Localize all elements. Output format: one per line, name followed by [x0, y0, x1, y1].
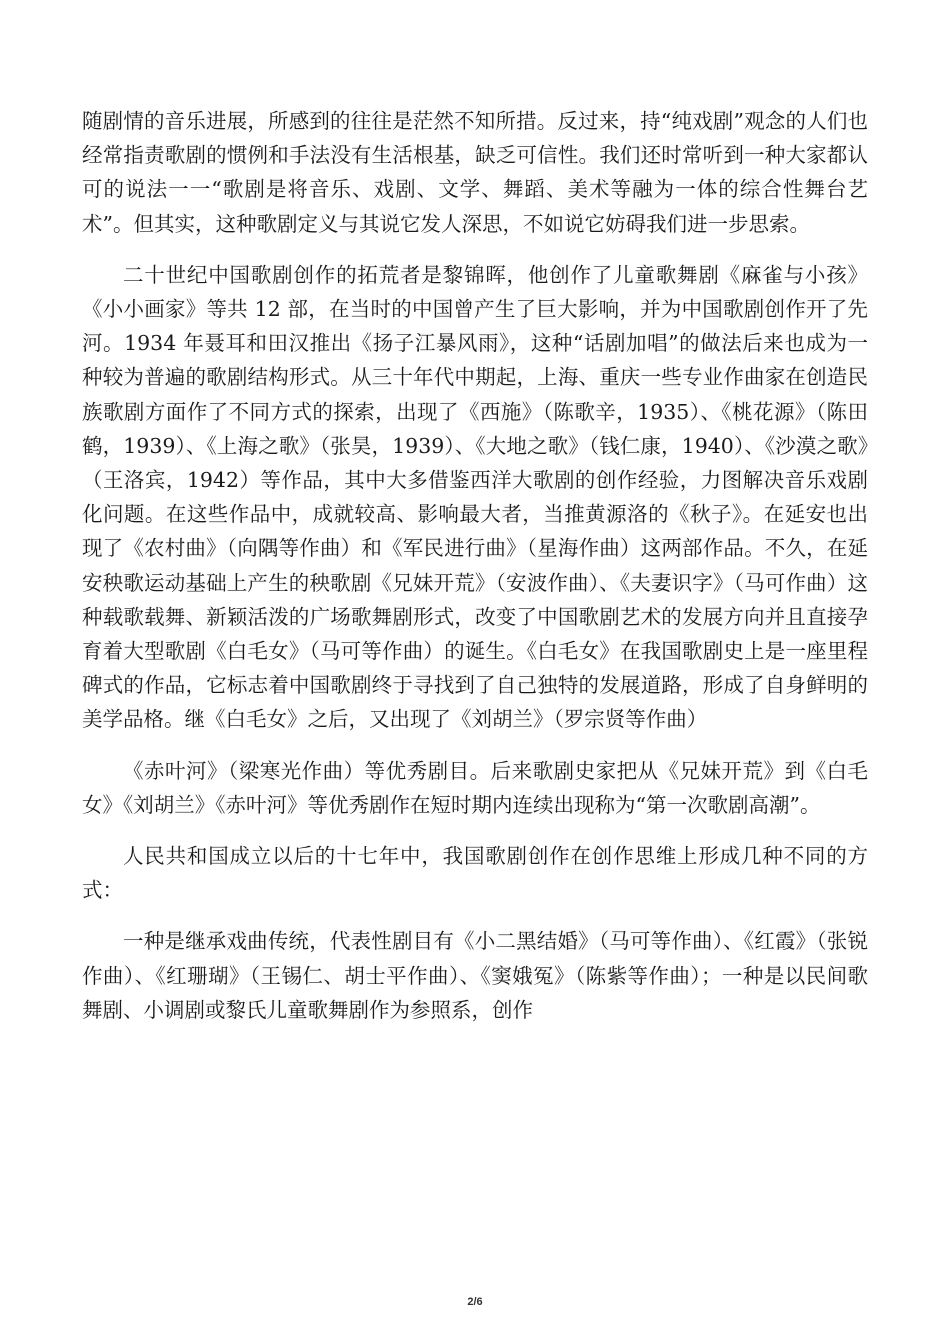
page-number: 2/6	[467, 1296, 483, 1308]
paragraph-3: 《赤叶河》（梁寒光作曲）等优秀剧目。后来歌剧史家把从《兄妹开荒》到《白毛女》《刘胡兰》《赤叶河》等优秀剧作在短时期内连续出现称为“第一次歌剧高潮”。	[82, 758, 868, 817]
paragraph-2: 二十世纪中国歌剧创作的拓荒者是黎锦晖，他创作了儿童歌舞剧《麻雀与小孩》《小小画家》等共 12 部，在当时的中国曾产生了巨大影响，并为中国歌剧创作开了先河。1934 年聂耳和田汉推出《扬子江暴风雨》，这种“话剧加唱”的做法后来也成为一种较为普遍的歌剧结构形式。从三十年代中期起，上海、重庆一些专业作曲家在创造民族歌剧方面作了不同方式的探索，出现了《西施》（陈歌辛，1935）、《桃花源》（陈田鹤，1939）、《上海之歌》（张昊，1939）、《大地之歌》（钱仁康，1940）、《沙漠之歌》（王洛宾，1942）等作品，其中大多借鉴西洋大歌剧的创作经验，力图解决音乐戏剧化问题。在这些作品中，成就较高、影响最大者，当推黄源洛的《秋子》。在延安也出现了《农村曲》（向隅等作曲）和《军民进行曲》（星海作曲）这两部作品。不久，在延安秧歌运动基础上产生的秧歌剧《兄妹开荒》（安波作曲）、《夫妻识字》（马可作曲）这种载歌载舞、新颖活泼的广场歌舞剧形式，改变了中国歌剧艺术的发展方向并且直接孕育着大型歌剧《白毛女》（马可等作曲）的诞生。《白毛女》在我国歌剧史上是一座里程碑式的作品，它标志着中国歌剧终于寻找到了自己独特的发展道路，形成了自身鲜明的美学品格。继《白毛女》之后，又出现了《刘胡兰》（罗宗贤等作曲）	[82, 262, 868, 732]
paragraph-5: 一种是继承戏曲传统，代表性剧目有《小二黑结婚》（马可等作曲）、《红霞》（张锐作曲）、《红珊瑚》（王锡仁、胡士平作曲）、《窦娥冤》（陈紫等作曲）；一种是以民间歌舞剧、小调剧或黎氏儿童歌舞剧作为参照系，创作	[82, 929, 868, 1022]
paragraph-1: 随剧情的音乐进展，所感到的往往是茫然不知所措。反过来，持“纯戏剧”观念的人们也经常指责歌剧的惯例和手法没有生活根基，缺乏可信性。我们还时常听到一种大家都认可的说法一一“歌剧是将音乐、戏剧、文学、舞蹈、美术等融为一体的综合性舞台艺术”。但其实，这种歌剧定义与其说它发人深思，不如说它妨碍我们进一步思索。	[82, 109, 868, 236]
body-text	[82, 104, 868, 1044]
paragraph-4: 人民共和国成立以后的十七年中，我国歌剧创作在创作思维上形成几种不同的方式：	[82, 844, 868, 903]
